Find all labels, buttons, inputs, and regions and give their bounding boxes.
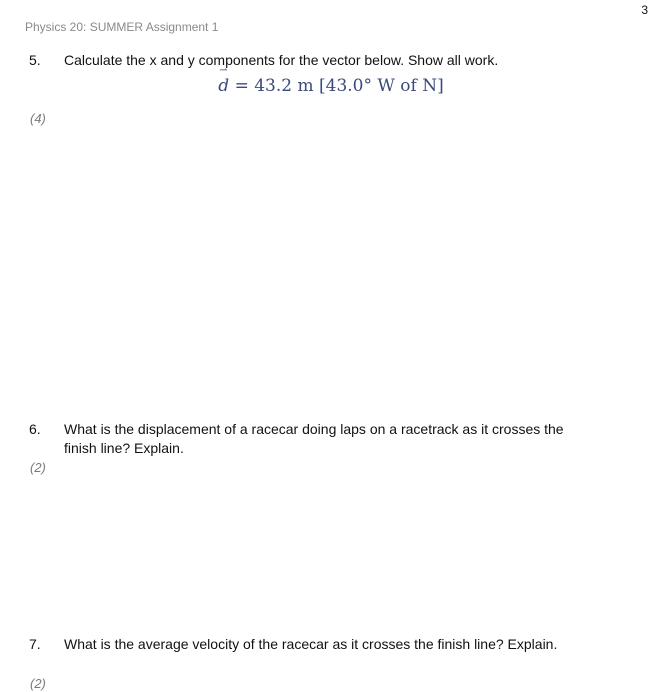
page-number: 3 (641, 3, 648, 17)
question-7-text: What is the average velocity of the racecar as it crosses the finish line? Explain. (64, 636, 558, 652)
question-7-number: 7. (29, 636, 41, 652)
vector-equation (0, 65, 662, 96)
question-6-number: 6. (29, 421, 41, 437)
question-6-marks: (2) (30, 460, 46, 475)
vector-arrow-icon: ⇀ (219, 65, 228, 76)
question-6-text: What is the displacement of a racecar doing laps on a racetrack as it crosses the finish line? Explain. (64, 421, 564, 456)
vector-value: = 43.2 m [43.0° W of N] (229, 76, 444, 96)
question-7-marks: (2) (30, 676, 46, 691)
vector-variable (218, 65, 230, 96)
vector-variable-letter: d (218, 76, 230, 96)
document-header: Physics 20: SUMMER Assignment 1 (25, 20, 219, 34)
question-5-marks: (4) (30, 111, 46, 126)
question-5-text: Calculate the x and y components for the vector below. Show all work. (64, 52, 499, 68)
question-5-number: 5. (29, 52, 41, 68)
